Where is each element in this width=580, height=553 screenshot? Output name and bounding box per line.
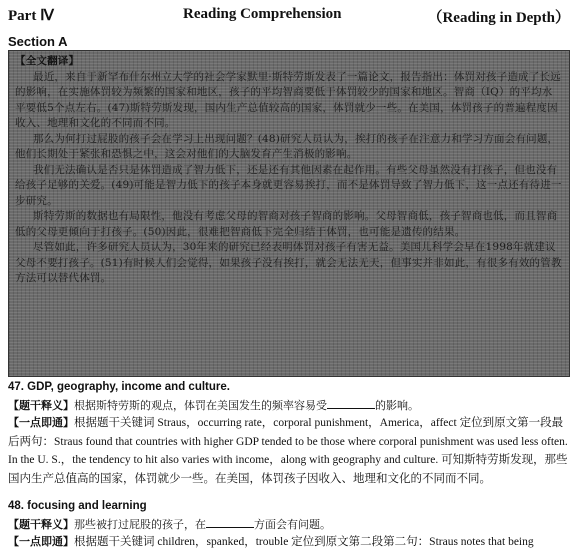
locate-text: 根据题干关键词 children，spanked，trouble 定位到原文第二段第二句：Straus notes that being xyxy=(74,536,534,548)
locate-label: 【一点即通】 xyxy=(8,535,74,548)
passage-paragraph: 尽管如此，许多研究人员认为，30年来的研究已经表明体罚对孩子有害无益。美国儿科学会早在1998年就建议父母不要打孩子。(51)有时候人们会觉得，如果孩子没有挨打，就会无法无天，但事实并非如此，有很多有效的管教方法可以替代体罚。 xyxy=(15,241,562,284)
header-title: Reading Comprehension xyxy=(183,6,342,22)
stem-text-after: 方面会有问题。 xyxy=(254,517,331,531)
answer-blank xyxy=(327,398,375,409)
stem-explanation xyxy=(8,397,570,415)
section-title: Section A xyxy=(8,34,68,49)
stem-text-before: 根据斯特劳斯的观点，体罚在美国发生的频率容易受 xyxy=(74,398,327,412)
answer-blank xyxy=(206,517,254,528)
stem-text-before: 那些被打过屁股的孩子，在 xyxy=(74,517,206,531)
header-subtitle: （Reading in Depth） xyxy=(427,10,570,26)
passage-paragraph: 我们无法确认是否只是体罚造成了智力低下，还是还有其他因素在起作用。有些父母虽然没有打孩子，但也没有给孩子足够的关爱。(49)可能是智力低下的孩子本身就更容易挨打，而不是体罚导致了智力低下，这一点还有待进一步研究。 xyxy=(15,163,562,207)
translation-passage xyxy=(8,50,570,377)
locate-explanation xyxy=(8,533,570,552)
passage-paragraph: 斯特劳斯的数据也有局限性，他没有考虑父母的智商对孩子智商的影响。父母智商低，孩子智商也低，而且智商低的父母更倾向于打孩子。(50)因此，很难把智商低下完全归结于体罚，也可能是遗传的结果。 xyxy=(15,210,558,238)
question-47 xyxy=(8,379,570,488)
stem-explanation xyxy=(8,516,570,534)
question-48 xyxy=(8,498,570,552)
page-header xyxy=(8,6,570,26)
locate-explanation xyxy=(8,414,570,488)
passage-paragraph: 最近，来自于新罕布什尔州立大学的社会学家默里·斯特劳斯发表了一篇论文，报告指出：体罚对孩子造成了长远的影响，在实施体罚较为频繁的国家和地区，孩子的平均智商要低于体罚较少的国家和地区。智商（IQ）的平均水平要低5个点左右。(47)斯特劳斯发现，国内生产总值较高的国家，体罚就少一些。在美国，体罚孩子的普遍程度因收入、地理和文化的不同而不同。 xyxy=(15,70,561,129)
passage-tag: 【全文翻译】 xyxy=(15,55,80,67)
question-title: 47. GDP, geography, income and culture. xyxy=(8,381,230,393)
stem-label: 【题干释义】 xyxy=(8,398,74,412)
passage-paragraph: 那么为何打过屁股的孩子会在学习上出现问题？(48)研究人员认为，挨打的孩子在注意力和学习方面会有问题，他们长期处于紧张和恐惧之中，这会对他们的大脑发育产生消极的影响。 xyxy=(15,132,559,160)
locate-label: 【一点即通】 xyxy=(8,416,74,429)
stem-label: 【题干释义】 xyxy=(8,517,74,531)
question-title: 48. focusing and learning xyxy=(8,500,147,512)
part-label: Part Ⅳ xyxy=(8,8,54,24)
stem-text-after: 的影响。 xyxy=(375,398,419,412)
locate-text: 根据题干关键词 Straus，occurring rate，corporal punishment，America，affect 定位到原文第一段最后两句：Straus found that countries with higher GDP tended to be those where corporal punishment was used less often. In the U. S.，the tendency to hit also varies with income，along with geography and culture. 可知斯特劳斯发现，那些国内生产总值高的国家，体罚就少一些。在美国，体罚孩子因收入、地理和文化的不同而不同。 xyxy=(8,417,568,485)
